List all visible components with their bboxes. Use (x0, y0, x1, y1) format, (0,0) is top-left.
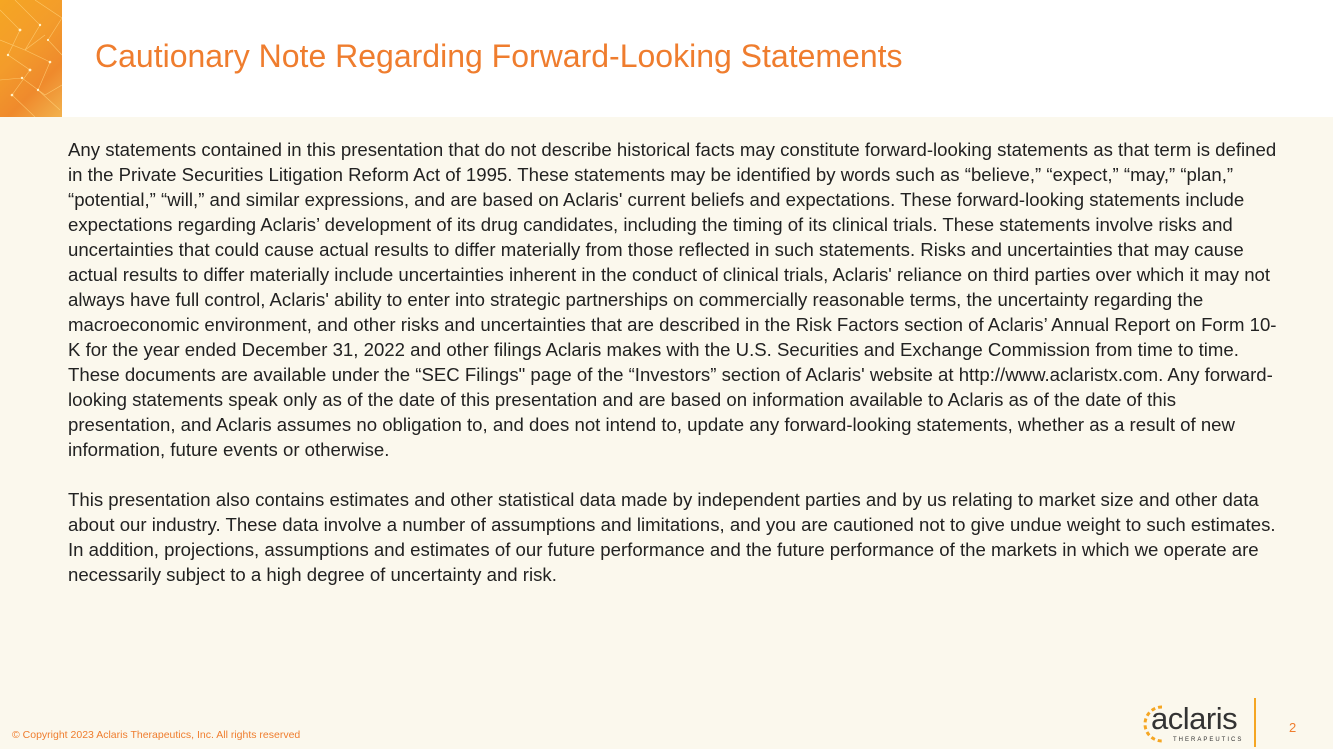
estimates-paragraph: This presentation also contains estimates and other statistical data made by independent parties and by us relating to market size and other data about our industry. These data involve a number of assumptions and limitations, and you are cautioned not to give undue weight to such estimates. In addition, projections, assumptions and estimates of our future performance and the future performance of the markets in which we operate are necessarily subject to a high degree of uncertainty and risk. (68, 489, 1276, 585)
copyright-notice: © Copyright 2023 Aclaris Therapeutics, Inc. All rights reserved (12, 729, 301, 741)
body-text (68, 137, 1283, 612)
forward-looking-paragraph: Any statements contained in this presentation that do not describe historical facts may constitute forward-looking statements as that term is defined in the Private Securities Litigation Reform Act of 1995. These statements may be identified by words such as “believe,” “expect,” “may,” “plan,” “potential,” “will,” and similar expressions, and are based on Aclaris' current beliefs and expectations. These forward-looking statements include expectations regarding Aclaris’ development of its drug candidates, including the timing of its clinical trials. These statements involve risks and uncertainties that could cause actual results to differ materially from those reflected in such statements. Risks and uncertainties that may cause actual results to differ materially include uncertainties inherent in the conduct of clinical trials, Aclaris' reliance on third parties over which it may not always have full control, Aclaris' ability to enter into strategic partnerships on commercially reasonable terms, the uncertainty regarding the macroeconomic environment, and other risks and uncertainties that are described in the Risk Factors section of Aclaris’ Annual Report on Form 10-K for the year ended December 31, 2022 and other filings Aclaris makes with the U.S. Securities and Exchange Commission from time to time. These documents are available under the “SEC Filings" page of the “Investors” section of Aclaris' website at http://www.aclaristx.com. Any forward-looking statements speak only as of the date of this presentation and are based on information available to Aclaris as of the date of this presentation, and Aclaris assumes no obligation to, and does not intend to, update any forward-looking statements, whether as a result of new information, future events or otherwise. (68, 139, 1277, 460)
page-number: 2 (1289, 720, 1297, 735)
aclaris-logo (1140, 701, 1250, 747)
decorative-corner-graphic (0, 0, 62, 117)
logo-wordmark: aclaris (1151, 701, 1238, 736)
slide-content (0, 117, 1333, 749)
slide-header (0, 0, 1333, 117)
slide-title: Cautionary Note Regarding Forward-Looking Statements (95, 38, 903, 74)
footer-divider (1254, 698, 1256, 747)
logo-subtitle: THERAPEUTICS (1173, 737, 1244, 743)
